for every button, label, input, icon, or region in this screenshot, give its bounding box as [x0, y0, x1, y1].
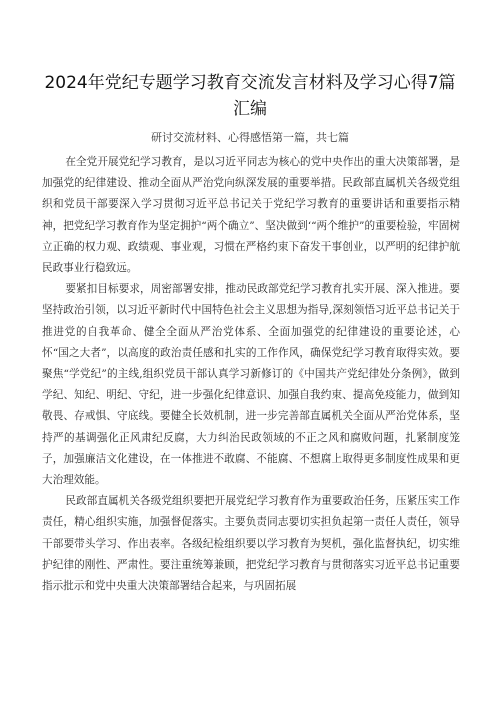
document-title: 2024年党纪专题学习教育交流发言材料及学习心得7篇汇编	[44, 73, 456, 119]
paragraph: 民政部直属机关各级党组织要把开展党纪学习教育作为重要政治任务，压紧压实工作责任，精心组织实施，加强督促落实。主要负责同志要切实担负起第一责任人责任，领导干部要带头学习、作出表率。各级纪检组织要以学习教育为契机，强化监督执纪，切实维护纪律的刚性、严肃性。要注重统筹兼顾，把党纪学习教育与贯彻落实习近平总书记重要指示批示和党中央重大决策部署结合起来，与巩固拓展	[42, 495, 460, 593]
document-subtitle: 研讨交流材料、心得感悟第一篇，共七篇	[151, 131, 349, 144]
paragraph: 在全党开展党纪学习教育，是以习近平同志为核心的党中央作出的重大决策部署，是加强党的纪律建设、推动全面从严治党向纵深发展的重要举措。民政部直属机关各级党组织和党员干部要深入学习贯彻习近平总书记关于党纪学习教育的重要讲话和重要指示精神，把党纪学习教育作为坚定拥护“两个确立”、坚决做到‘“两个维护”的重要检验，牢固树立正确的权力观、政绩观、事业观，习惯在严格约束下奋发干事创业，以严明的纪律护航民政事业行稳致远。	[42, 156, 460, 275]
paragraph: 要紧扣目标要求，周密部署安排，推动民政部党纪学习教育扎实开展、深入推进。要坚持政治引领，以习近平新时代中国特色社会主义思想为指导,深刻领悟习近平总书记关于推进党的自我革命、健全全面从严治党体系、全面加强党的纪律建设的重要论述，心怀“国之大者”，以高度的政治责任感和扎实的工作作风，确保党纪学习教育取得实效。要聚焦“学党纪”的主线,组织党员干部认真学习新修订的《中国共产党纪律处分条例》，做到学纪、知纪、明纪、守纪，进一步强化纪律意识、加强自我约束、提高免疫能力，做到知敬畏、存戒惧、守底线。要健全长效机制，进一步完善部直属机关全面从严治党体系，坚持严的基调强化正风肃纪反腐，大力纠治民政领域的不正之风和腐败问题，扎紧制度笼子，加强廉洁文化建设，在一体推进不敢腐、不能腐、不想腐上取得更多制度性成果和更大治理效能。	[42, 283, 460, 487]
document-body	[42, 152, 460, 597]
